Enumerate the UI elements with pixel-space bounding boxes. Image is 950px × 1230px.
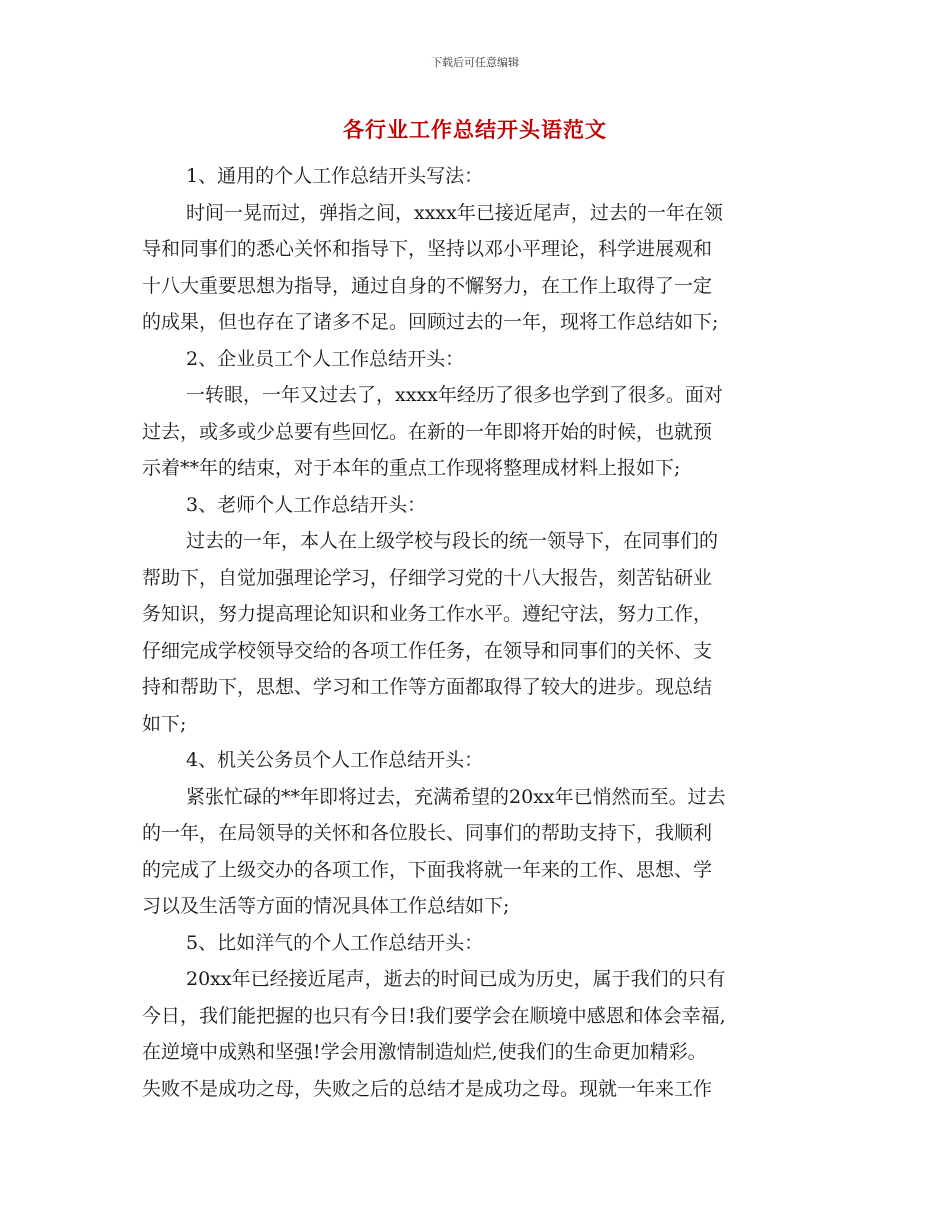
- paragraph-line: 紧张忙碌的**年即将过去，充满希望的20xx年已悄然而至。过去: [186, 785, 726, 808]
- paragraph-line: 务知识，努力提高理论知识和业务工作水平。遵纪守法，努力工作，: [142, 603, 713, 625]
- paragraph-line: 2、企业员工个人工作总结开头：: [186, 347, 465, 370]
- paragraph-line: 的成果，但也存在了诸多不足。回顾过去的一年，现将工作总结如下;: [142, 311, 719, 333]
- paragraph-line: 十八大重要思想为指导，通过自身的不懈努力，在工作上取得了一定: [142, 274, 713, 297]
- paragraph-line: 5、比如洋气的个人工作总结开头：: [186, 931, 484, 954]
- paragraph-line: 持和帮助下，思想、学习和工作等方面都取得了较大的进步。现总结: [142, 676, 713, 698]
- paragraph-line: 的完成了上级交办的各项工作，下面我将就一年来的工作、思想、学: [142, 858, 713, 881]
- paragraph-line: 的一年，在局领导的关怀和各位股长、同事们的帮助支持下，我顺利: [142, 822, 713, 844]
- paragraph-line: 失败不是成功之母，失败之后的总结才是成功之母。现就一年来工作: [142, 1077, 713, 1100]
- document-title: 各行业工作总结开头语范文: [343, 117, 607, 142]
- paragraph-line: 示着**年的结束，对于本年的重点工作现将整理成材料上报如下;: [142, 457, 681, 479]
- paragraph-line: 3、老师个人工作总结开头：: [186, 493, 427, 516]
- document-body: [142, 158, 810, 1107]
- paragraph-line: 在逆境中成熟和坚强!学会用激情制造灿烂,使我们的生命更加精彩。: [142, 1041, 707, 1063]
- paragraph-line: 过去，或多或少总要有些回忆。在新的一年即将开始的时候，也就预: [142, 420, 713, 443]
- paragraph-line: 4、机关公务员个人工作总结开头：: [186, 749, 484, 771]
- paragraph-line: 导和同事们的悉心关怀和指导下，坚持以邓小平理论，科学进展观和: [142, 238, 713, 260]
- paragraph-line: 1、通用的个人工作总结开头写法：: [186, 165, 484, 187]
- paragraph-line: 仔细完成学校领导交给的各项工作任务，在领导和同事们的关怀、支: [142, 639, 713, 662]
- paragraph-line: 过去的一年，本人在上级学校与段长的统一领导下，在同事们的: [186, 530, 719, 552]
- paragraph-line: 时间一晃而过，弹指之间，xxxx年已接近尾声，过去的一年在领: [186, 201, 723, 224]
- paragraph-line: 一转眼，一年又过去了，xxxx年经历了很多也学到了很多。面对: [186, 384, 723, 406]
- paragraph-line: 习以及生活等方面的情况具体工作总结如下;: [142, 895, 510, 917]
- paragraph-line: 20xx年已经接近尾声，逝去的时间已成为历史，属于我们的只有: [186, 968, 726, 990]
- header-note: 下载后可任意编辑: [431, 56, 519, 69]
- paragraph-line: 帮助下，自觉加强理论学习，仔细学习党的十八大报告，刻苦钻研业: [142, 566, 713, 589]
- paragraph-line: 如下;: [142, 712, 187, 735]
- paragraph-line: 今日，我们能把握的也只有今日!我们要学会在顺境中感恩和体会幸福,: [142, 1004, 726, 1027]
